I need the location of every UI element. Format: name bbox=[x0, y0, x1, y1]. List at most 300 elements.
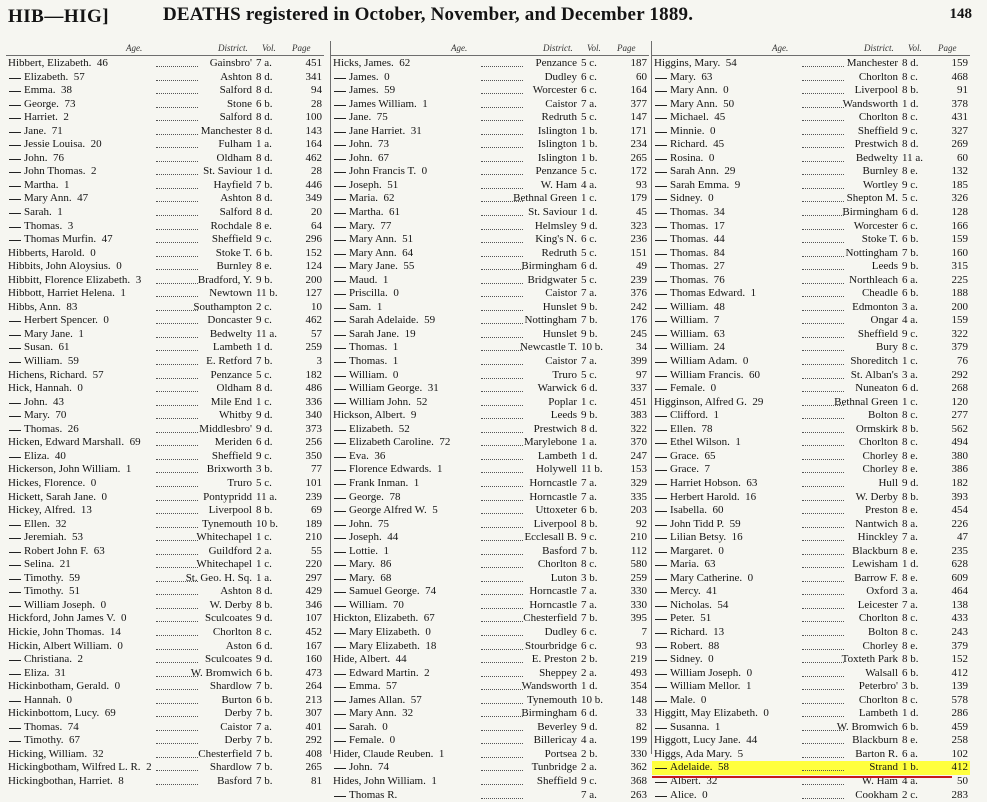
entry-age: 5 bbox=[432, 504, 438, 517]
entry-name bbox=[670, 477, 757, 491]
entry-age: 1 bbox=[413, 476, 420, 489]
entry-page: 379 bbox=[951, 639, 968, 652]
entry-volume: 5 c. bbox=[581, 165, 597, 178]
entry-page: 60 bbox=[636, 70, 647, 83]
entry-volume: 6 d. bbox=[902, 206, 919, 219]
entry-surname: William. bbox=[349, 368, 388, 381]
entry-surname: Hickerson, John William. bbox=[8, 463, 121, 476]
dot-leader bbox=[481, 174, 523, 175]
dot-leader bbox=[802, 188, 844, 189]
entry-volume: 1 a. bbox=[581, 436, 597, 449]
register-entry bbox=[652, 504, 970, 518]
dot-leader bbox=[802, 757, 844, 758]
entry-age: 0 bbox=[77, 382, 83, 395]
entry-surname: Sidney. bbox=[670, 653, 703, 666]
entry-district: Caistor bbox=[220, 720, 252, 733]
entry-volume: 9 b. bbox=[581, 409, 598, 422]
entry-volume: 8 c. bbox=[902, 70, 918, 83]
entry-age: 83 bbox=[66, 300, 78, 313]
entry-district: Guildford bbox=[208, 544, 252, 557]
register-entry bbox=[331, 504, 649, 518]
entry-volume: 7 a. bbox=[256, 57, 272, 69]
dot-leader bbox=[156, 364, 198, 365]
entry-volume: 7 a. bbox=[581, 585, 597, 598]
entry-page: 91 bbox=[957, 84, 968, 97]
register-entry bbox=[6, 734, 324, 748]
entry-name bbox=[654, 707, 769, 721]
entry-volume: 2 c. bbox=[256, 300, 272, 313]
register-entry bbox=[331, 287, 649, 301]
entry-surname: Michael. bbox=[670, 111, 709, 124]
dot-leader bbox=[156, 649, 198, 650]
entry-surname: Ellen. bbox=[670, 422, 696, 435]
register-entry bbox=[331, 558, 649, 572]
entry-surname: Thomas Edward. bbox=[670, 287, 746, 300]
entry-name bbox=[8, 761, 152, 775]
entry-volume: 8 d. bbox=[902, 138, 919, 151]
entry-volume: 8 e. bbox=[902, 449, 918, 462]
entry-name bbox=[670, 531, 743, 545]
entry-name bbox=[670, 260, 725, 274]
register-entry bbox=[652, 450, 970, 464]
dot-leader bbox=[802, 594, 844, 595]
register-entry bbox=[6, 192, 324, 206]
entry-page: 296 bbox=[305, 233, 322, 246]
entry-volume: 1 d. bbox=[256, 165, 273, 178]
entry-age: 0 bbox=[421, 165, 428, 178]
entry-volume: 8 e. bbox=[902, 571, 918, 584]
district-header: District. bbox=[543, 43, 573, 53]
register-entry bbox=[652, 355, 970, 369]
entry-volume: 1 c. bbox=[902, 395, 918, 408]
dot-leader bbox=[481, 350, 523, 351]
entry-name bbox=[349, 667, 430, 681]
entry-page: 82 bbox=[636, 720, 647, 733]
register-entry bbox=[6, 694, 324, 708]
entry-surname: William. bbox=[24, 355, 63, 368]
dot-leader bbox=[156, 743, 198, 744]
entry-page: 33 bbox=[636, 707, 647, 720]
register-entry bbox=[331, 152, 649, 166]
dot-leader bbox=[156, 215, 198, 216]
entry-page: 101 bbox=[305, 476, 322, 489]
entry-age: 0 bbox=[710, 382, 717, 395]
entry-surname: Thomas R. bbox=[349, 788, 398, 801]
entry-surname: Hibbits, John Aloysius. bbox=[8, 260, 111, 273]
dot-leader bbox=[481, 730, 523, 731]
dot-leader bbox=[802, 649, 844, 650]
register-entry bbox=[652, 748, 970, 762]
entry-volume: 11 b. bbox=[256, 287, 278, 300]
register-entry bbox=[6, 477, 324, 491]
entry-age: 86 bbox=[380, 558, 392, 571]
entry-surname: Adelaide. bbox=[670, 761, 713, 774]
entry-volume: 6 c. bbox=[581, 639, 597, 652]
register-entry bbox=[652, 518, 970, 532]
entry-name bbox=[349, 423, 410, 437]
dot-leader bbox=[802, 337, 844, 338]
entry-name bbox=[670, 274, 725, 288]
entry-district: Hunslet bbox=[542, 327, 577, 340]
entry-district: Burton bbox=[221, 693, 252, 706]
dot-leader bbox=[481, 635, 523, 636]
entry-age: 57 bbox=[73, 70, 85, 83]
entry-volume: 1 c. bbox=[256, 395, 272, 408]
register-entry bbox=[652, 314, 970, 328]
entry-volume: 9 c. bbox=[256, 314, 272, 327]
entry-district: Beverley bbox=[537, 720, 577, 733]
entry-surname: Clifford. bbox=[670, 409, 708, 422]
entry-age: 84 bbox=[713, 246, 725, 259]
entry-age: 0 bbox=[100, 598, 107, 611]
entry-age: 7 bbox=[713, 314, 720, 327]
entry-surname: William George. bbox=[349, 382, 423, 395]
entry-page: 380 bbox=[951, 449, 968, 462]
entry-name bbox=[8, 612, 126, 626]
entry-district: St. Geo. H. Sq. bbox=[185, 571, 252, 584]
register-entry bbox=[652, 328, 970, 342]
register-entry bbox=[652, 301, 970, 315]
entry-surname: Hibbs, Ann. bbox=[8, 300, 61, 313]
register-entry bbox=[6, 436, 324, 450]
entry-age: 1 bbox=[64, 178, 70, 191]
entry-age: 63 bbox=[713, 327, 725, 340]
entry-page: 429 bbox=[305, 585, 322, 598]
dot-leader bbox=[481, 621, 523, 622]
dot-leader bbox=[156, 405, 198, 406]
entry-volume: 8 e. bbox=[902, 165, 918, 178]
entry-name bbox=[349, 707, 413, 721]
register-entry bbox=[6, 748, 324, 762]
entry-age: 62 bbox=[383, 192, 395, 205]
dot-leader bbox=[156, 229, 198, 230]
entry-name bbox=[349, 287, 399, 301]
entry-name bbox=[349, 192, 395, 206]
entry-volume: 8 c. bbox=[902, 436, 918, 449]
entry-volume: 6 b. bbox=[902, 720, 919, 733]
entry-district: Tynemouth bbox=[202, 517, 252, 530]
entry-age: 0 bbox=[90, 246, 96, 259]
entry-district: W. Ham bbox=[861, 774, 898, 787]
register-entry bbox=[331, 57, 649, 71]
entry-page: 378 bbox=[951, 97, 968, 110]
register-entry bbox=[6, 409, 324, 423]
entry-page: 128 bbox=[951, 206, 968, 219]
dot-leader bbox=[802, 350, 844, 351]
entry-district: Toxteth Park bbox=[841, 653, 898, 666]
entry-volume: 10 b. bbox=[581, 341, 603, 354]
entry-name bbox=[670, 667, 752, 681]
dot-leader bbox=[481, 703, 523, 704]
entry-page: 167 bbox=[305, 639, 322, 652]
entry-district: Stoke T. bbox=[861, 233, 898, 246]
page-header-label: Page bbox=[292, 43, 311, 53]
entry-age: 38 bbox=[60, 84, 72, 97]
dot-leader bbox=[802, 283, 844, 284]
entry-district: Hull bbox=[878, 476, 898, 489]
entry-district: Chorlton bbox=[858, 70, 898, 83]
register-entry bbox=[652, 667, 970, 681]
entry-page: 213 bbox=[305, 693, 322, 706]
dot-leader bbox=[156, 147, 198, 148]
dot-leader bbox=[802, 770, 844, 771]
entry-surname: Elizabeth. bbox=[24, 70, 69, 83]
dot-leader bbox=[481, 405, 523, 406]
entry-surname: Male. bbox=[670, 693, 696, 706]
entry-surname: Emma. bbox=[349, 680, 381, 693]
entry-name bbox=[670, 206, 725, 220]
entry-name bbox=[349, 599, 404, 613]
register-entry bbox=[331, 612, 649, 626]
entry-volume: 9 b. bbox=[581, 327, 598, 340]
entry-page: 200 bbox=[305, 273, 322, 286]
register-entry bbox=[6, 531, 324, 545]
entry-page: 283 bbox=[951, 788, 968, 801]
entry-name bbox=[349, 694, 422, 708]
entry-surname: George. bbox=[24, 97, 59, 110]
entry-volume: 11 b. bbox=[581, 463, 603, 476]
entry-name bbox=[670, 761, 729, 775]
entry-page: 28 bbox=[311, 97, 322, 110]
dot-leader bbox=[481, 716, 523, 717]
entry-age: 1 bbox=[713, 409, 719, 422]
register-entry bbox=[6, 287, 324, 301]
register-entry bbox=[652, 463, 970, 477]
entry-surname: Thomas. bbox=[349, 355, 388, 368]
entry-name bbox=[8, 463, 131, 477]
entry-district: Northleach bbox=[849, 273, 898, 286]
entry-name bbox=[24, 71, 85, 85]
entry-age: 13 bbox=[713, 625, 725, 638]
entry-name bbox=[670, 369, 760, 383]
entry-surname: Hicks, James. bbox=[333, 57, 394, 69]
register-entry bbox=[6, 314, 324, 328]
entry-age: 59 bbox=[424, 314, 436, 327]
entry-name bbox=[349, 640, 436, 654]
register-entry bbox=[652, 612, 970, 626]
entry-district: Leeds bbox=[550, 409, 577, 422]
entry-page: 124 bbox=[305, 260, 322, 273]
register-entry bbox=[331, 463, 649, 477]
entry-surname: Female. bbox=[349, 734, 385, 747]
entry-surname: Sarah Emma. bbox=[670, 178, 730, 191]
dot-leader bbox=[481, 594, 523, 595]
entry-age: 67 bbox=[423, 612, 435, 625]
dot-leader bbox=[802, 432, 844, 433]
dot-leader bbox=[156, 486, 198, 487]
entry-age: 59 bbox=[67, 355, 79, 368]
entry-volume: 3 a. bbox=[902, 585, 918, 598]
entry-volume: 8 d. bbox=[256, 206, 273, 219]
register-entry bbox=[652, 409, 970, 423]
entry-district: Oldham bbox=[216, 151, 252, 164]
entry-surname: Nicholas. bbox=[670, 598, 712, 611]
entry-surname: Elizabeth Caroline. bbox=[349, 436, 434, 449]
dot-leader bbox=[156, 418, 198, 419]
register-entry bbox=[652, 152, 970, 166]
entry-page: 138 bbox=[951, 598, 968, 611]
entry-surname: Mary Ann. bbox=[349, 233, 397, 246]
register-entry bbox=[331, 518, 649, 532]
entry-name bbox=[670, 84, 729, 98]
entry-volume: 8 d. bbox=[256, 84, 273, 97]
dot-leader bbox=[481, 242, 523, 243]
page-title: DEATHS registered in October, November, and December 1889. bbox=[163, 4, 694, 25]
entry-age: 74 bbox=[67, 720, 79, 733]
entry-name bbox=[24, 179, 70, 193]
entry-name bbox=[24, 233, 113, 247]
dot-leader bbox=[802, 703, 844, 704]
dot-leader bbox=[802, 174, 844, 175]
entry-page: 277 bbox=[951, 409, 968, 422]
entry-page: 92 bbox=[636, 517, 647, 530]
entry-age: 16 bbox=[745, 490, 757, 503]
entry-name bbox=[333, 748, 444, 762]
entry-name bbox=[670, 355, 748, 369]
entry-page: 292 bbox=[305, 734, 322, 747]
entry-page: 628 bbox=[951, 558, 968, 571]
entry-surname: John. bbox=[24, 395, 48, 408]
entry-page: 350 bbox=[305, 449, 322, 462]
entry-page: 330 bbox=[630, 585, 647, 598]
entry-page: 265 bbox=[630, 151, 647, 164]
register-entry bbox=[652, 220, 970, 234]
register-entry bbox=[652, 274, 970, 288]
entry-page: 322 bbox=[630, 422, 647, 435]
entry-name bbox=[349, 477, 419, 491]
register-entry bbox=[652, 369, 970, 383]
entry-name bbox=[670, 558, 716, 572]
entry-district: E. Preston bbox=[531, 653, 577, 666]
entry-volume: 8 b. bbox=[902, 653, 919, 666]
entry-age: 55 bbox=[403, 260, 415, 273]
entry-district: W. Ham bbox=[540, 178, 577, 191]
entry-district: Blackburn bbox=[852, 734, 898, 747]
entry-name bbox=[8, 369, 104, 383]
entry-age: 65 bbox=[704, 449, 716, 462]
entry-name bbox=[8, 626, 121, 640]
entry-name bbox=[333, 57, 410, 71]
entry-name bbox=[349, 138, 389, 152]
entry-page: 323 bbox=[630, 219, 647, 232]
entry-page: 462 bbox=[305, 314, 322, 327]
register-entry bbox=[652, 341, 970, 355]
entry-name bbox=[24, 599, 106, 613]
entry-district: Hayfield bbox=[213, 178, 252, 191]
entry-page: 234 bbox=[630, 138, 647, 151]
entry-page: 243 bbox=[951, 625, 968, 638]
entry-volume: 5 c. bbox=[902, 192, 918, 205]
entry-name bbox=[349, 436, 450, 450]
entry-surname: Mary. bbox=[349, 558, 375, 571]
register-entry bbox=[6, 220, 324, 234]
entry-volume: 7 b. bbox=[581, 612, 598, 625]
dot-leader bbox=[156, 323, 198, 324]
entry-page: 473 bbox=[305, 666, 322, 679]
dot-leader bbox=[156, 608, 198, 609]
entry-age: 26 bbox=[67, 422, 79, 435]
entry-district: Leeds bbox=[871, 260, 898, 273]
entry-name bbox=[8, 57, 108, 71]
entry-volume: 9 b. bbox=[256, 273, 273, 286]
entry-age: 0 bbox=[700, 693, 707, 706]
entry-surname: Hannah. bbox=[24, 693, 61, 706]
entry-age: 52 bbox=[398, 422, 410, 435]
register-entry bbox=[6, 450, 324, 464]
entry-volume: 9 c. bbox=[902, 327, 918, 340]
register-entry bbox=[652, 382, 970, 396]
entry-name bbox=[670, 612, 711, 626]
entry-volume: 11 a. bbox=[902, 151, 923, 164]
entry-volume: 6 b. bbox=[902, 233, 919, 246]
entry-volume: 8 b. bbox=[256, 504, 273, 517]
register-entry bbox=[331, 599, 649, 613]
entry-volume: 1 b. bbox=[581, 151, 598, 164]
page-header-label: Page bbox=[938, 43, 957, 53]
entry-surname: Rosina. bbox=[670, 151, 704, 164]
entry-age: 64 bbox=[402, 246, 414, 259]
entry-name bbox=[670, 220, 725, 234]
entry-district: Hinckley bbox=[857, 531, 898, 544]
entry-volume: 7 a. bbox=[581, 476, 597, 489]
entry-district: Bury bbox=[876, 341, 898, 354]
entry-page: 171 bbox=[630, 124, 647, 137]
entry-name bbox=[349, 247, 413, 261]
entry-district: Poplar bbox=[548, 395, 577, 408]
entry-surname: Mary Jane. bbox=[24, 327, 73, 340]
entry-name bbox=[24, 531, 83, 545]
register-entry bbox=[331, 721, 649, 735]
dot-leader bbox=[802, 418, 844, 419]
entry-age: 60 bbox=[749, 368, 760, 381]
entry-volume: 6 d. bbox=[256, 639, 273, 652]
entry-volume: 7 b. bbox=[256, 680, 273, 693]
entry-name bbox=[670, 192, 714, 206]
entry-surname: Thomas. bbox=[349, 341, 388, 354]
entry-page: 120 bbox=[951, 395, 968, 408]
entry-district: Derby bbox=[224, 707, 252, 720]
entry-age: 57 bbox=[385, 680, 397, 693]
entry-name bbox=[8, 260, 122, 274]
page-header-label: Page bbox=[617, 43, 636, 53]
entry-volume: 7 a. bbox=[581, 355, 597, 368]
entry-page: 64 bbox=[311, 219, 322, 232]
entry-age: 0 bbox=[384, 70, 390, 83]
entry-district: Bridgwater bbox=[527, 273, 577, 286]
dot-leader bbox=[156, 350, 198, 351]
dot-leader bbox=[481, 527, 523, 528]
entry-name bbox=[349, 450, 385, 464]
entry-surname: Hibbitt, Florence Elizabeth. bbox=[8, 273, 131, 286]
entry-name bbox=[349, 71, 390, 85]
entry-volume: 1 b. bbox=[902, 761, 919, 774]
entry-surname: Hickin, Albert William. bbox=[8, 639, 112, 652]
entry-name bbox=[349, 260, 414, 274]
dot-leader bbox=[802, 500, 844, 501]
dot-leader bbox=[481, 310, 523, 311]
register-entry bbox=[6, 572, 324, 586]
entry-age: 46 bbox=[96, 57, 108, 69]
register-entry bbox=[652, 531, 970, 545]
entry-volume: 8 c. bbox=[902, 625, 918, 638]
entry-district: Worcester bbox=[532, 84, 577, 97]
entry-volume: 7 a. bbox=[256, 720, 272, 733]
dot-leader bbox=[156, 337, 198, 338]
register-entry bbox=[6, 369, 324, 383]
entry-name bbox=[349, 314, 435, 328]
entry-name bbox=[670, 328, 725, 342]
register-entry bbox=[331, 192, 649, 206]
